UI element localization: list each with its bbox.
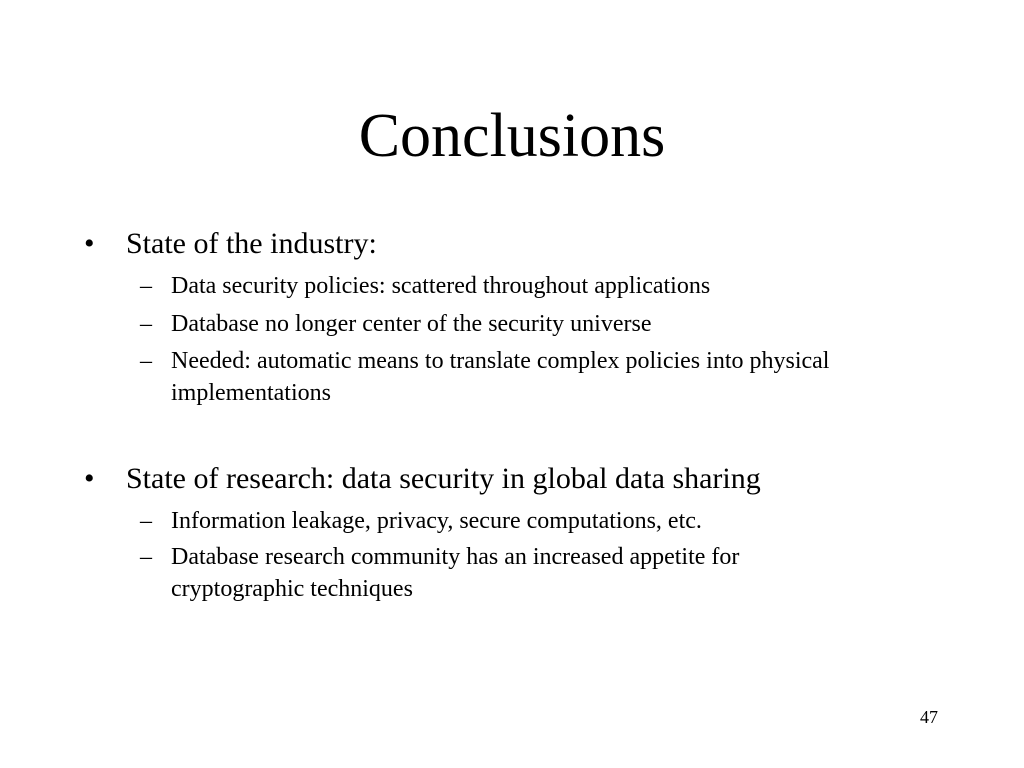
page-number: 47 <box>920 707 938 727</box>
sub-bullet-text: Needed: automatic means to translate complex policies into physical implementations <box>171 348 830 406</box>
sub-bullet-marker: – <box>140 348 152 374</box>
bullet-text: State of research: data security in global data sharing <box>126 462 761 495</box>
sub-bullet-marker: – <box>140 508 152 534</box>
sub-bullet-marker: – <box>140 544 152 570</box>
slide-title: Conclusions <box>358 102 666 170</box>
bullet-marker: • <box>84 227 95 260</box>
sub-bullet-text: Database research community has an increased appetite for cryptographic techniques <box>171 544 740 602</box>
bullet-text: State of the industry: <box>126 227 377 260</box>
sub-bullet-text: Data security policies: scattered throughout applications <box>171 273 711 299</box>
sub-bullet-marker: – <box>140 311 152 337</box>
sub-bullet-marker: – <box>140 273 152 299</box>
sub-bullet-text: Information leakage, privacy, secure computations, etc. <box>171 508 702 534</box>
bullet-marker: • <box>84 462 95 495</box>
sub-bullet-text: Database no longer center of the security universe <box>171 311 652 337</box>
